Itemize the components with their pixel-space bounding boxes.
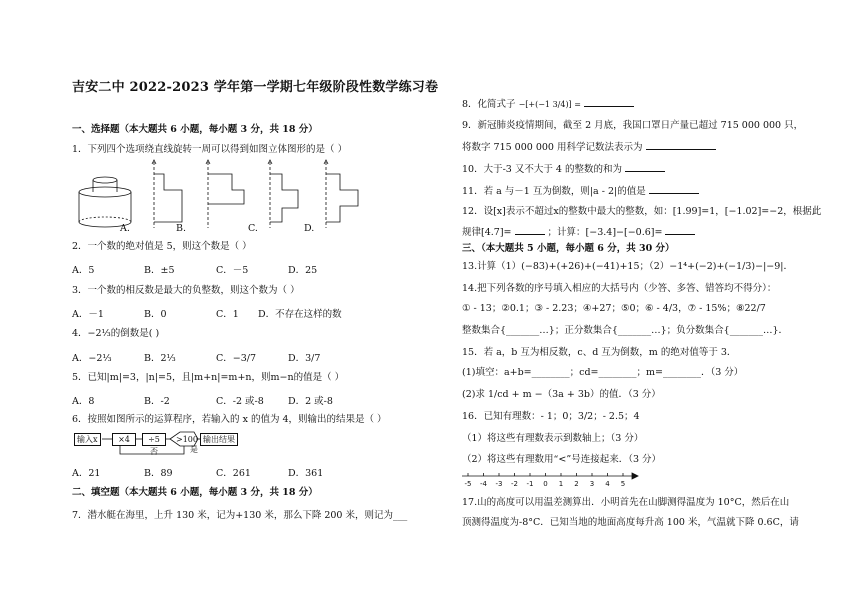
number-line-tick-label: 5 xyxy=(620,480,626,488)
number-line-tick-label: -2 xyxy=(511,480,518,488)
question-15-stem: 15．若 a，b 互为相反数，c、d 互为倒数，m 的绝对值等于 3． xyxy=(462,347,737,358)
question-17-line-1: 17.山的高度可以用温差测算出．小明首先在山脚测得温度为 10°C，然后在山 xyxy=(462,497,790,508)
q2-option-a: A．5 xyxy=(72,265,95,276)
question-12-label-c: ；计算：[−3.4]−[−0.6]= xyxy=(547,227,663,238)
number-line-tick-label: 3 xyxy=(589,480,595,488)
number-line-tick-label: -3 xyxy=(495,480,503,488)
q6-option-c: C．261 xyxy=(216,468,251,479)
q4-option-b: B．2⅓ xyxy=(144,353,176,364)
option-a-label: A. xyxy=(120,223,130,234)
question-11-blank xyxy=(649,184,699,194)
question-9-label: 将数字 715 000 000 用科学记数法表示为 xyxy=(462,142,643,153)
option-b-shape xyxy=(206,160,244,228)
question-10-blank xyxy=(625,162,665,172)
question-11 xyxy=(462,184,699,198)
number-line-tick-label: 1 xyxy=(558,480,564,488)
question-14-numbers: ① - 13；②0.1；③ - 2.23；④+27；⑤0；⑥ - 4/3，⑦ - 15%；⑧22/7 xyxy=(462,303,766,314)
question-14-sets: 整数集合{_______…}；正分数集合{_______…}；负分数集合{_______…}． xyxy=(462,325,789,336)
flow-yes-label: 是 xyxy=(190,445,198,454)
question-2-stem: 2．一个数的绝对值是 5，则这个数是（ ） xyxy=(72,241,252,252)
question-12-line-2 xyxy=(462,225,695,239)
q6-option-b: B．89 xyxy=(144,468,173,479)
question-1-stem: 1．下列四个选项绕直线旋转一周可以得到如图立体图形的是（ ） xyxy=(72,144,348,155)
number-line-tick-label: 4 xyxy=(605,480,610,488)
section-calc-heading: 三、（本大题共 5 小题，每小题 6 分，共 30 分） xyxy=(462,243,675,254)
question-8 xyxy=(462,97,634,111)
option-c-shape xyxy=(268,160,298,228)
flow-no-label: 否 xyxy=(150,447,158,456)
question-10 xyxy=(462,162,665,176)
question-12-label-b: 规律[4.7]= xyxy=(462,227,512,238)
question-4-stem: 4．−2⅓的倒数是( ) xyxy=(72,328,160,339)
section-choice-heading: 一、选择题（本大题共 6 小题，每小题 3 分，共 18 分） xyxy=(72,124,318,135)
option-c-label: C. xyxy=(248,223,258,234)
q5-option-b: B．-2 xyxy=(144,396,170,407)
number-line-tick-label: -5 xyxy=(464,480,472,488)
q2-option-c: C．－5 xyxy=(216,265,249,276)
question-9-line-2 xyxy=(462,140,716,154)
section-fill-heading: 二、填空题（本大题共 6 小题，每小题 3 分，共 18 分） xyxy=(72,487,318,498)
q6-option-d: D．361 xyxy=(288,468,324,479)
option-a-shape xyxy=(152,160,182,228)
q4-option-d: D．3/7 xyxy=(288,353,321,364)
flowchart-connectors xyxy=(72,430,252,460)
question-9-blank xyxy=(646,140,716,150)
flow-output-box: 输出结果 xyxy=(200,433,238,446)
q4-option-a: A．−2⅓ xyxy=(72,353,112,364)
q5-option-d: D．2 或-8 xyxy=(288,396,333,407)
question-9-line-1: 9．新冠肺炎疫情期间，截至 2 月底，我国口罩日产量已超过 715 000 000 只， xyxy=(462,120,804,131)
q3-option-b: B．0 xyxy=(144,309,167,320)
number-line-tick-label: 0 xyxy=(543,480,548,488)
question-15-part-2: (2)求 1/cd + m −（3a + 3b）的值．（3 分） xyxy=(462,389,661,400)
q6-option-a: A．21 xyxy=(72,468,101,479)
question-15-part-1: (1)填空：a+b=________；cd=________；m=________．（3 分） xyxy=(462,367,744,378)
q3-option-d: D．不存在这样的数 xyxy=(258,309,342,320)
q3-option-a: A．－1 xyxy=(72,309,104,320)
question-6-stem: 6．按照如图所示的运算程序，若输入的 x 的值为 4，则输出的结果是（ ） xyxy=(72,414,387,425)
question-13: 13.计算（1）(−83)+(+26)+(−41)+15；（2）−1⁴+(−2)+(−1/3)−|−9|． xyxy=(462,261,793,272)
question-5-stem: 5．已知|m|=3，|n|=5，且|m+n|=m+n，则m−n的值是（ ） xyxy=(72,372,345,383)
question-16-part-2: （2）将这些有理数用“<”号连接起来．（3 分） xyxy=(462,454,662,465)
question-16-part-1: （1）将这些有理数表示到数轴上；（3 分） xyxy=(462,433,644,444)
q2-option-d: D．25 xyxy=(288,265,318,276)
question-8-blank xyxy=(584,97,634,107)
question-8-expression: −[+(−1 3/4)] = xyxy=(518,100,581,109)
number-line xyxy=(462,470,792,492)
flow-add-box: ÷5 xyxy=(142,433,166,446)
question-10-label: 10．大于-3 又不大于 4 的整数的和为 xyxy=(462,164,622,175)
question-11-label: 11．若 a 与－1 互为倒数，则|a - 2|的值是 xyxy=(462,186,646,197)
q2-option-b: B．±5 xyxy=(144,265,175,276)
question-12-line-1: 12．设[x]表示不超过x的整数中最大的整数，如：[1.99]=1，[−1.02]=−2，根据此 xyxy=(462,206,822,217)
flow-condition-label: >100 xyxy=(176,435,198,444)
q3-option-c: C．1 xyxy=(216,309,239,320)
q4-option-c: C．−3/7 xyxy=(216,353,257,364)
option-d-shape xyxy=(324,160,358,228)
q5-option-c: C．-2 或-8 xyxy=(216,396,264,407)
flow-multiply-box: ×4 xyxy=(112,433,136,446)
option-b-label: B. xyxy=(176,223,187,234)
question-14-line-1: 14.把下列各数的序号填入相应的大括号内（少答、多答、错答均不得分）： xyxy=(462,283,777,294)
number-line-tick-label: -4 xyxy=(480,480,487,488)
question-7: 7．潜水艇在海里，上升 130 米，记为+130 米，那么下降 200 米，则记为___ xyxy=(72,510,408,521)
question-12-blank-2 xyxy=(665,225,695,235)
number-line-tick-label: 2 xyxy=(574,480,579,488)
number-line-tick-label: -1 xyxy=(526,480,534,488)
question-17-line-2: 顶测得温度为-8°C．已知当地的地面高度每升高 100 米，气温就下降 0.6C，请 xyxy=(462,517,799,528)
exam-title: 吉安二中 2022-2023 学年第一学期七年级阶段性数学练习卷 xyxy=(72,80,439,95)
option-d-label: D. xyxy=(304,223,315,234)
q5-option-a: A．8 xyxy=(72,396,95,407)
solid-figure xyxy=(79,177,131,227)
question-16-stem: 16．已知有理数：- 1；0；3/2；- 2.5；4 xyxy=(462,411,640,422)
question-12-blank-1 xyxy=(515,225,545,235)
question-8-label: 8．化简式子 xyxy=(462,99,516,110)
flow-input-box: 输入x xyxy=(74,433,101,446)
question-3-stem: 3．一个数的相反数是最大的负整数，则这个数为（ ） xyxy=(72,285,300,296)
